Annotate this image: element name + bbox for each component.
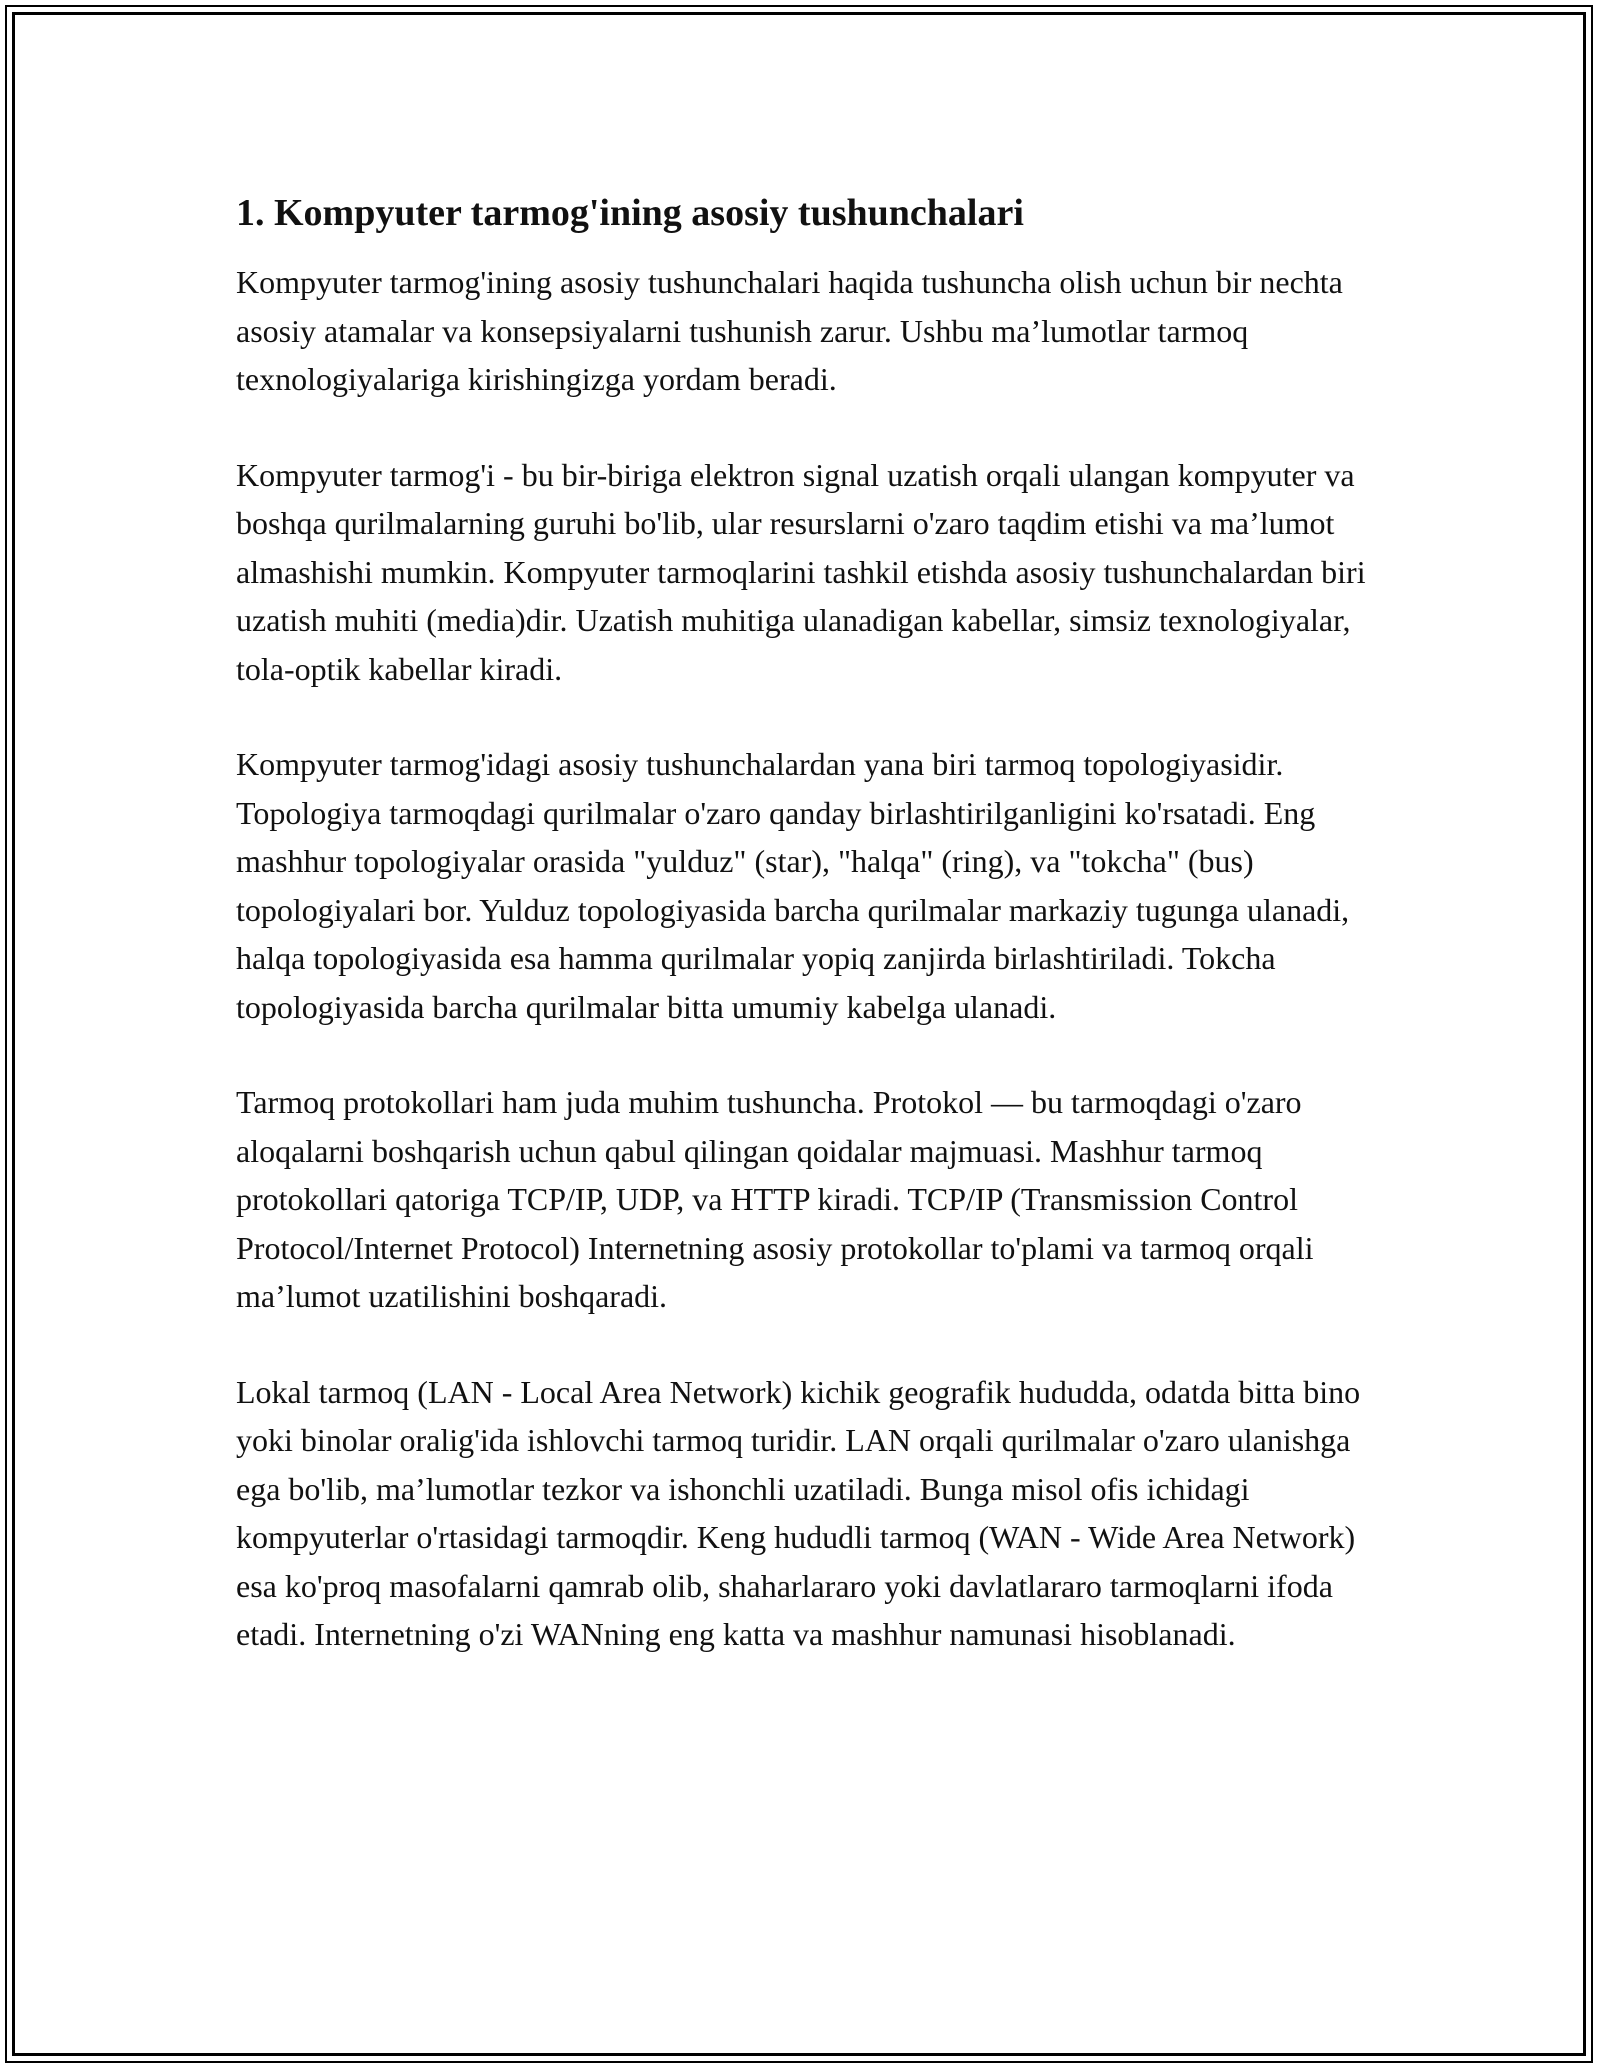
document-title: 1. Kompyuter tarmog'ining asosiy tushunchalari (236, 192, 1024, 234)
paragraph-intro: Kompyuter tarmog'ining asosiy tushunchalari haqida tushuncha olish uchun bir nechta asosiy atamalar va konsepsiyalarni tushunish zarur. Ushbu ma’lumotlar tarmoq texnologiyalariga kirishingizga yordam beradi. (236, 264, 1343, 397)
paragraph-topology: Kompyuter tarmog'idagi asosiy tushunchalardan yana biri tarmoq topologiyasidir. Topologiya tarmoqdagi qurilmalar o'zaro qanday birlashtirilganligini ko'rsatadi. Eng mashhur topologiyalar orasida "yulduz" (star), "halqa" (ring), va "tokcha" (bus) topologiyalari bor. Yulduz topologiyasida barcha qurilmalar markaziy tugunga ulanadi, halqa topologiyasida esa hamma qurilmalar yopiq zanjirda birlashtiriladi. Tokcha topologiyasida barcha qurilmalar bitta umumiy kabelga ulanadi. (236, 746, 1350, 1025)
paragraph-protocols: Tarmoq protokollari ham juda muhim tushuncha. Protokol — bu tarmoqdagi o'zaro aloqalarni boshqarish uchun qabul qilingan qoidalar majmuasi. Mashhur tarmoq protokollari qatoriga TCP/IP, UDP, va HTTP kiradi. TCP/IP (Transmission Control Protocol/Internet Protocol) Internetning asosiy protokollar to'plami va tarmoq orqali ma’lumot uzatilishini boshqaradi. (236, 1084, 1314, 1314)
paragraph-network-definition: Kompyuter tarmog'i - bu bir-biriga elektron signal uzatish orqali ulangan kompyuter va boshqa qurilmalarning guruhi bo'lib, ular resurslarni o'zaro taqdim etishi va ma’lumot almashishi mumkin. Kompyuter tarmoqlarini tashkil etishda asosiy tushunchalardan biri uzatish muhiti (media)dir. Uzatish muhitiga ulanadigan kabellar, simsiz texnologiyalar, tola-optik kabellar kiradi. (236, 456, 1366, 687)
paragraph-lan-wan: Lokal tarmoq (LAN - Local Area Network) kichik geografik hududda, odatda bitta bino yoki binolar oralig'ida ishlovchi tarmoq turidir. LAN orqali qurilmalar o'zaro ulanishga ega bo'lib, ma’lumotlar tezkor va ishonchli uzatiladi. Bunga misol ofis ichidagi kompyuterlar o'rtasidagi tarmoqdir. Keng hududli tarmoq (WAN - Wide Area Network) esa ko'proq masofalarni qamrab olib, shaharlararo yoki davlatlararo tarmoqlarni ifoda etadi. Internetning o'zi WANning eng katta va mashhur namunasi hisoblanadi. (236, 1373, 1361, 1652)
document-body (236, 188, 1366, 1706)
